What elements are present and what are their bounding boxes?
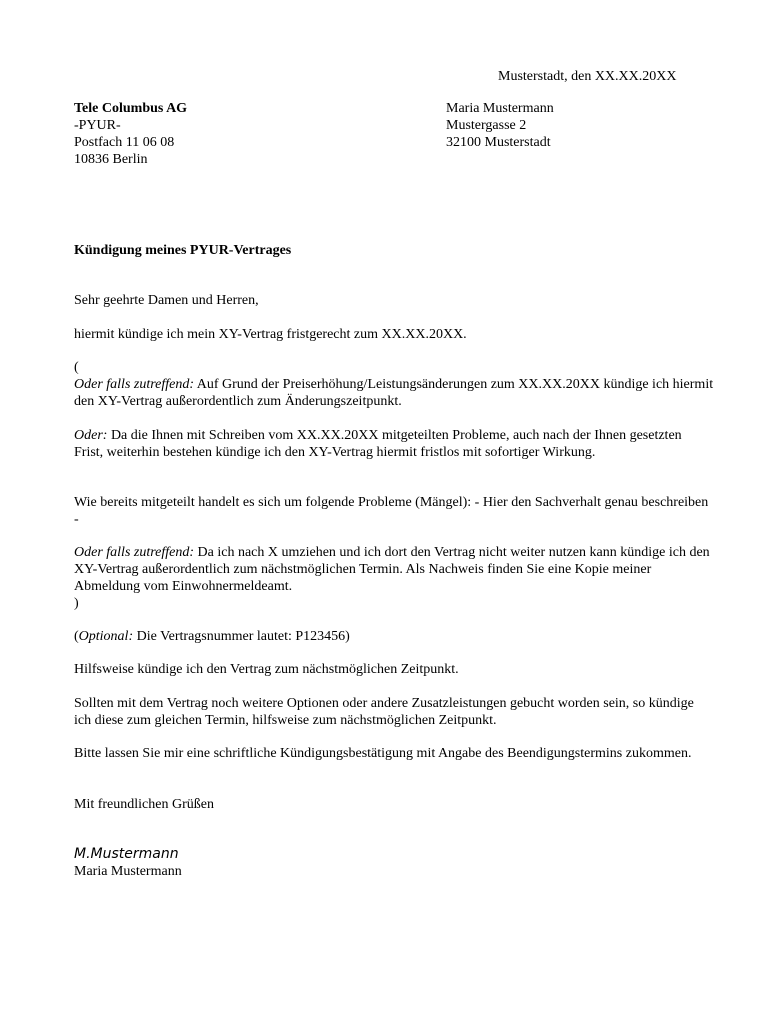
option-text: Da die Ihnen mit Schreiben vom XX.XX.20XX mitgeteilten Probleme, auch nach der Ihnen gesetzten Frist, weiterhin bestehen kündige ich den XY-Vertrag hiermit fristlos mit sofortiger Wirkung. (74, 428, 682, 460)
salutation: Sehr geehrte Damen und Herren, (74, 293, 259, 308)
contract-text: Die Vertragsnummer lautet: P123456) (133, 629, 350, 644)
option-lead: Oder falls zutreffend: (74, 377, 195, 392)
close-parenthesis: ) (74, 596, 79, 611)
intro-paragraph: hiermit kündige ich mein XY-Vertrag fristgerecht zum XX.XX.20XX. (74, 327, 467, 342)
recipient-city: 10836 Berlin (74, 152, 148, 167)
contract-number-line (74, 628, 714, 645)
recipient-company: Tele Columbus AG (74, 101, 188, 116)
option-problems (74, 427, 714, 461)
closing-line: Mit freundlichen Grüßen (74, 797, 214, 812)
open-parenthesis: ( (74, 360, 79, 375)
contract-open: ( (74, 629, 79, 644)
option-relocation (74, 544, 714, 595)
sender-name: Maria Mustermann (446, 101, 554, 116)
option-lead: Oder falls zutreffend: (74, 545, 195, 560)
recipient-brand: -PYUR- (74, 118, 121, 133)
option-lead: Oder: (74, 428, 108, 443)
sender-street: Mustergasse 2 (446, 118, 527, 133)
fallback-paragraph: Hilfsweise kündige ich den Vertrag zum nächstmöglichen Zeitpunkt. (74, 662, 459, 677)
recipient-address (74, 100, 187, 168)
sender-city: 32100 Musterstadt (446, 135, 551, 150)
signature-printed-name: Maria Mustermann (74, 864, 182, 879)
confirmation-paragraph: Bitte lassen Sie mir eine schriftliche Kündigungsbestätigung mit Angabe des Beendigungstermins zukommen. (74, 746, 692, 761)
additional-services-paragraph: Sollten mit dem Vertrag noch weitere Optionen oder andere Zusatzleistungen gebucht worden sein, so kündige ich diese zum gleichen Termin, hilfsweise zum nächstmöglichen Zeitpunkt. (74, 696, 694, 728)
sender-address (446, 100, 554, 151)
recipient-postbox: Postfach 11 06 08 (74, 135, 175, 150)
option-price-increase (74, 376, 714, 410)
signature: M.Mustermann (74, 846, 179, 862)
option-text: Da ich nach X umziehen und ich dort den Vertrag nicht weiter nutzen kann kündige ich den XY-Vertrag außerordentlich zum nächstmöglichen Termin. Als Nachweis finden Sie eine Kopie meiner Abmeldung vom Einwohnermeldeamt. (74, 545, 710, 594)
option-text: Auf Grund der Preiserhöhung/Leistungsänderungen zum XX.XX.20XX kündige ich hiermit den XY-Vertrag außerordentlich zum Änderungszeitpunkt. (74, 377, 714, 409)
problems-paragraph: Wie bereits mitgeteilt handelt es sich um folgende Probleme (Mängel): - Hier den Sachverhalt genau beschreiben - (74, 495, 709, 527)
subject-line: Kündigung meines PYUR-Vertrages (74, 243, 292, 258)
contract-lead: Optional: (78, 629, 134, 644)
date-line: Musterstadt, den XX.XX.20XX (498, 69, 677, 84)
